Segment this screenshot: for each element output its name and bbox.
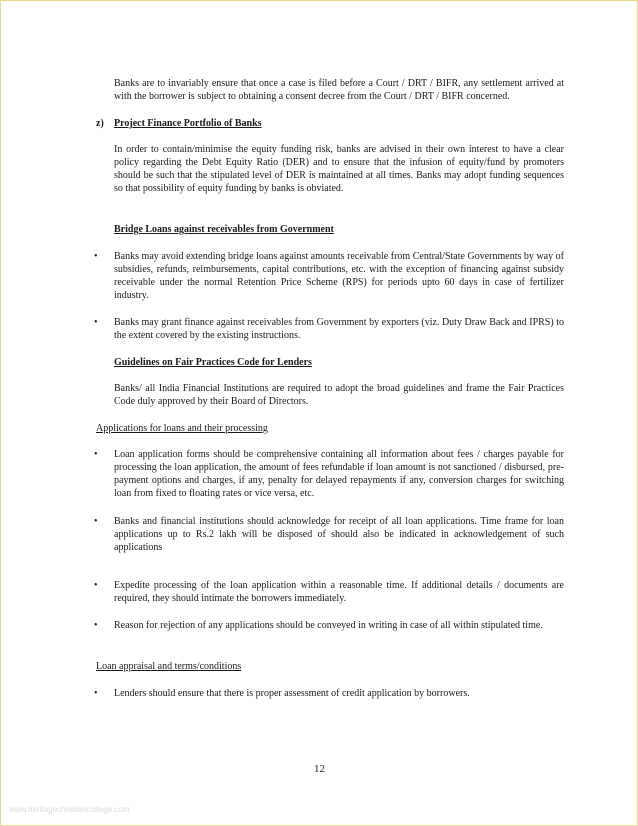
bullet-marker: •	[94, 516, 98, 527]
applications-bullet-1: Loan application forms should be comprehensive containing all information about fees / charges payable for processing the loan application, the amount of fees refundable if loan amount is not sanctioned / disbursed, pre-payment options and charges, if any, penalty for delayed repayments if any, conversion charges for switching loan from fixed to floating rates or vice versa, etc.	[114, 449, 564, 499]
section-z-heading: Project Finance Portfolio of Banks	[114, 118, 262, 129]
section-z-paragraph: In order to contain/minimise the equity funding risk, banks are advised in their own interest to have a clear policy regarding the Debt Equity Ratio (DER) and to ensure that the infusion of equity/fund by promoters should be such that the stipulated level of DER is maintained at all times. Banks may adopt funding sequences so that possibility of equity funding by banks is obviated.	[114, 144, 564, 194]
bullet-marker: •	[94, 620, 98, 631]
bridge-loans-heading: Bridge Loans against receivables from Government	[114, 224, 334, 235]
bullet-marker: •	[94, 580, 98, 591]
watermark: www.heritagechristiancollege.com	[9, 805, 130, 814]
applications-bullet-2: Banks and financial institutions should acknowledge for receipt of all loan applications. Time frame for loan applications up to Rs.2 lakh will be disposed of should also be indicated in acknowledgement of such applications	[114, 516, 564, 553]
bullet-marker: •	[94, 688, 98, 699]
applications-bullet-4: Reason for rejection of any applications should be conveyed in writing in case of all within stipulated time.	[114, 620, 543, 631]
applications-bullet-3: Expedite processing of the loan application within a reasonable time. If additional details / documents are required, they should intimate the borrowers immediately.	[114, 580, 564, 604]
bullet-marker: •	[94, 317, 98, 328]
bridge-loans-bullet-1: Banks may avoid extending bridge loans against amounts receivable from Central/State Governments by way of subsidies, refunds, reimbursements, capital contributions, etc. with the exception of financing against subsidy receivable under the normal Retention Price Scheme (RPS) for periods upto 60 days in case of fertilizer industry.	[114, 251, 564, 301]
bullet-marker: •	[94, 251, 98, 262]
appraisal-heading: Loan appraisal and terms/conditions	[96, 661, 242, 672]
bridge-loans-bullet-2: Banks may grant finance against receivables from Government by exporters (viz. Duty Draw Back and IPRS) to the extent covered by the existing instructions.	[114, 317, 564, 341]
fair-practices-heading: Guidelines on Fair Practices Code for Lenders	[114, 357, 312, 368]
applications-heading: Applications for loans and their processing	[96, 423, 268, 434]
section-z-label: z)	[96, 118, 104, 129]
fair-practices-paragraph: Banks/ all India Financial Institutions are required to adopt the broad guidelines and frame the Fair Practices Code duly approved by their Board of Directors.	[114, 383, 564, 407]
appraisal-bullet-1: Lenders should ensure that there is proper assessment of credit application by borrowers.	[114, 688, 470, 699]
intro-paragraph: Banks are to invariably ensure that once a case is filed before a Court / DRT / BIFR, any settlement arrived at with the borrower is subject to obtaining a consent decree from the Court / DRT / BIFR concerned.	[114, 78, 564, 102]
page-number: 12	[314, 763, 325, 775]
bullet-marker: •	[94, 449, 98, 460]
